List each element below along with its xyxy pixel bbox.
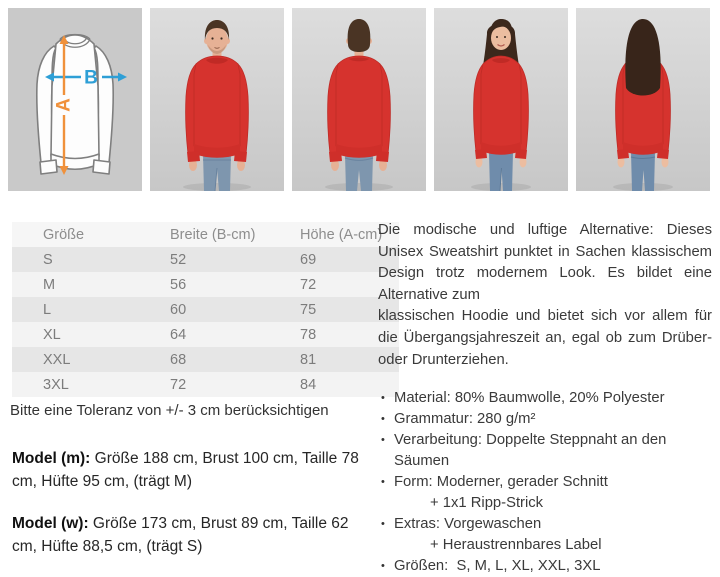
bullet-icon: •	[381, 413, 385, 426]
size-table-cell: 68	[170, 351, 187, 368]
spec-text: Extras: Vorgewaschen	[394, 516, 542, 533]
bullet-icon: •	[381, 392, 385, 405]
measure-label-a: A	[53, 98, 75, 112]
bullet-icon: •	[381, 476, 385, 489]
size-table-column-header: Höhe (A-cm)	[300, 226, 383, 243]
spec-list-item	[378, 388, 712, 409]
size-table-row	[12, 372, 399, 397]
male-back-photo-icon	[292, 8, 426, 191]
size-table-cell: 78	[300, 326, 317, 343]
size-table-header-row	[12, 222, 399, 247]
size-table-cell: 56	[170, 276, 187, 293]
model-w-text: Größe 173 cm, Brust 89 cm, Taille 62 cm, Hüfte 88,5 cm, (trägt S)	[12, 515, 349, 555]
female-front-photo-icon	[434, 8, 568, 191]
photo-male-front[interactable]	[150, 8, 284, 191]
size-table-row	[12, 322, 399, 347]
size-table-row	[12, 272, 399, 297]
sweatshirt-measure-diagram-icon	[8, 8, 142, 191]
spec-list-item	[378, 409, 712, 430]
size-table-body	[12, 247, 399, 397]
size-table-cell: M	[43, 276, 56, 293]
size-diagram-image[interactable]	[8, 8, 142, 191]
size-table-cell: S	[43, 251, 53, 268]
bullet-icon: •	[381, 560, 385, 573]
size-table-cell: L	[43, 301, 52, 318]
size-table-cell: 52	[170, 251, 187, 268]
spec-list	[378, 388, 712, 577]
photo-male-back[interactable]	[292, 8, 426, 191]
size-table-cell: 72	[170, 376, 187, 393]
tolerance-note: Bitte eine Toleranz von +/- 3 cm berücksichtigen	[10, 402, 329, 419]
photo-female-front[interactable]	[434, 8, 568, 191]
spec-list-item	[378, 430, 712, 472]
spec-subtext: + Heraustrennbares Label	[430, 537, 602, 554]
spec-list-item	[378, 514, 712, 556]
size-table	[12, 222, 399, 397]
size-table-column-header: Größe	[43, 226, 85, 243]
photo-female-back[interactable]	[576, 8, 710, 191]
size-table-cell: XXL	[43, 351, 71, 368]
model-m-text: Größe 188 cm, Brust 100 cm, Taille 78 cm, Hüfte 95 cm, (trägt M)	[12, 450, 359, 490]
description-line1: Die modische und luftige Alternative: Dieses Unisex Sweatshirt punktet in Sachen klassischem Design trotz modernem Look. Es bildet eine Alternative zum	[378, 222, 712, 303]
product-description	[378, 220, 712, 577]
spec-text: Material: 80% Baumwolle, 20% Polyester	[394, 390, 665, 407]
model-m-label: Model (m):	[12, 450, 91, 467]
spec-subtext: + 1x1 Ripp-Strick	[430, 495, 544, 512]
male-front-photo-icon	[150, 8, 284, 191]
size-table-row	[12, 297, 399, 322]
size-table-cell: 81	[300, 351, 317, 368]
spec-list-item	[378, 472, 712, 514]
size-table-cell: 75	[300, 301, 317, 318]
spec-text: Form: Moderner, gerader Schnitt	[394, 474, 608, 491]
spec-text: Grammatur: 280 g/m²	[394, 411, 536, 428]
model-m-info	[12, 447, 362, 493]
description-paragraph	[378, 220, 712, 371]
size-table-row	[12, 247, 399, 272]
size-table-cell: 3XL	[43, 376, 69, 393]
spec-text: Verarbeitung: Doppelte Steppnaht an den Säumen	[394, 432, 671, 470]
size-table-row	[12, 347, 399, 372]
bullet-icon: •	[381, 434, 385, 447]
size-table-cell: 72	[300, 276, 317, 293]
spec-list-item	[378, 556, 712, 577]
size-table-cell: XL	[43, 326, 61, 343]
product-gallery	[8, 8, 710, 191]
size-table-cell: 69	[300, 251, 317, 268]
model-w-info	[12, 512, 362, 558]
size-table-cell: 64	[170, 326, 187, 343]
size-table-cell: 84	[300, 376, 317, 393]
female-back-photo-icon	[576, 8, 710, 191]
model-w-label: Model (w):	[12, 515, 89, 532]
measure-label-b: B	[84, 67, 98, 89]
description-line2: klassischen Hoodie und bietet sich vor allem für die Übergangsjahreszeit an, egal ob zum Drüber- oder Drunterziehen.	[378, 308, 712, 368]
spec-text: Größen: S, M, L, XL, XXL, 3XL	[394, 558, 601, 575]
size-table-column-header: Breite (B-cm)	[170, 226, 256, 243]
size-table-cell: 60	[170, 301, 187, 318]
bullet-icon: •	[381, 518, 385, 531]
